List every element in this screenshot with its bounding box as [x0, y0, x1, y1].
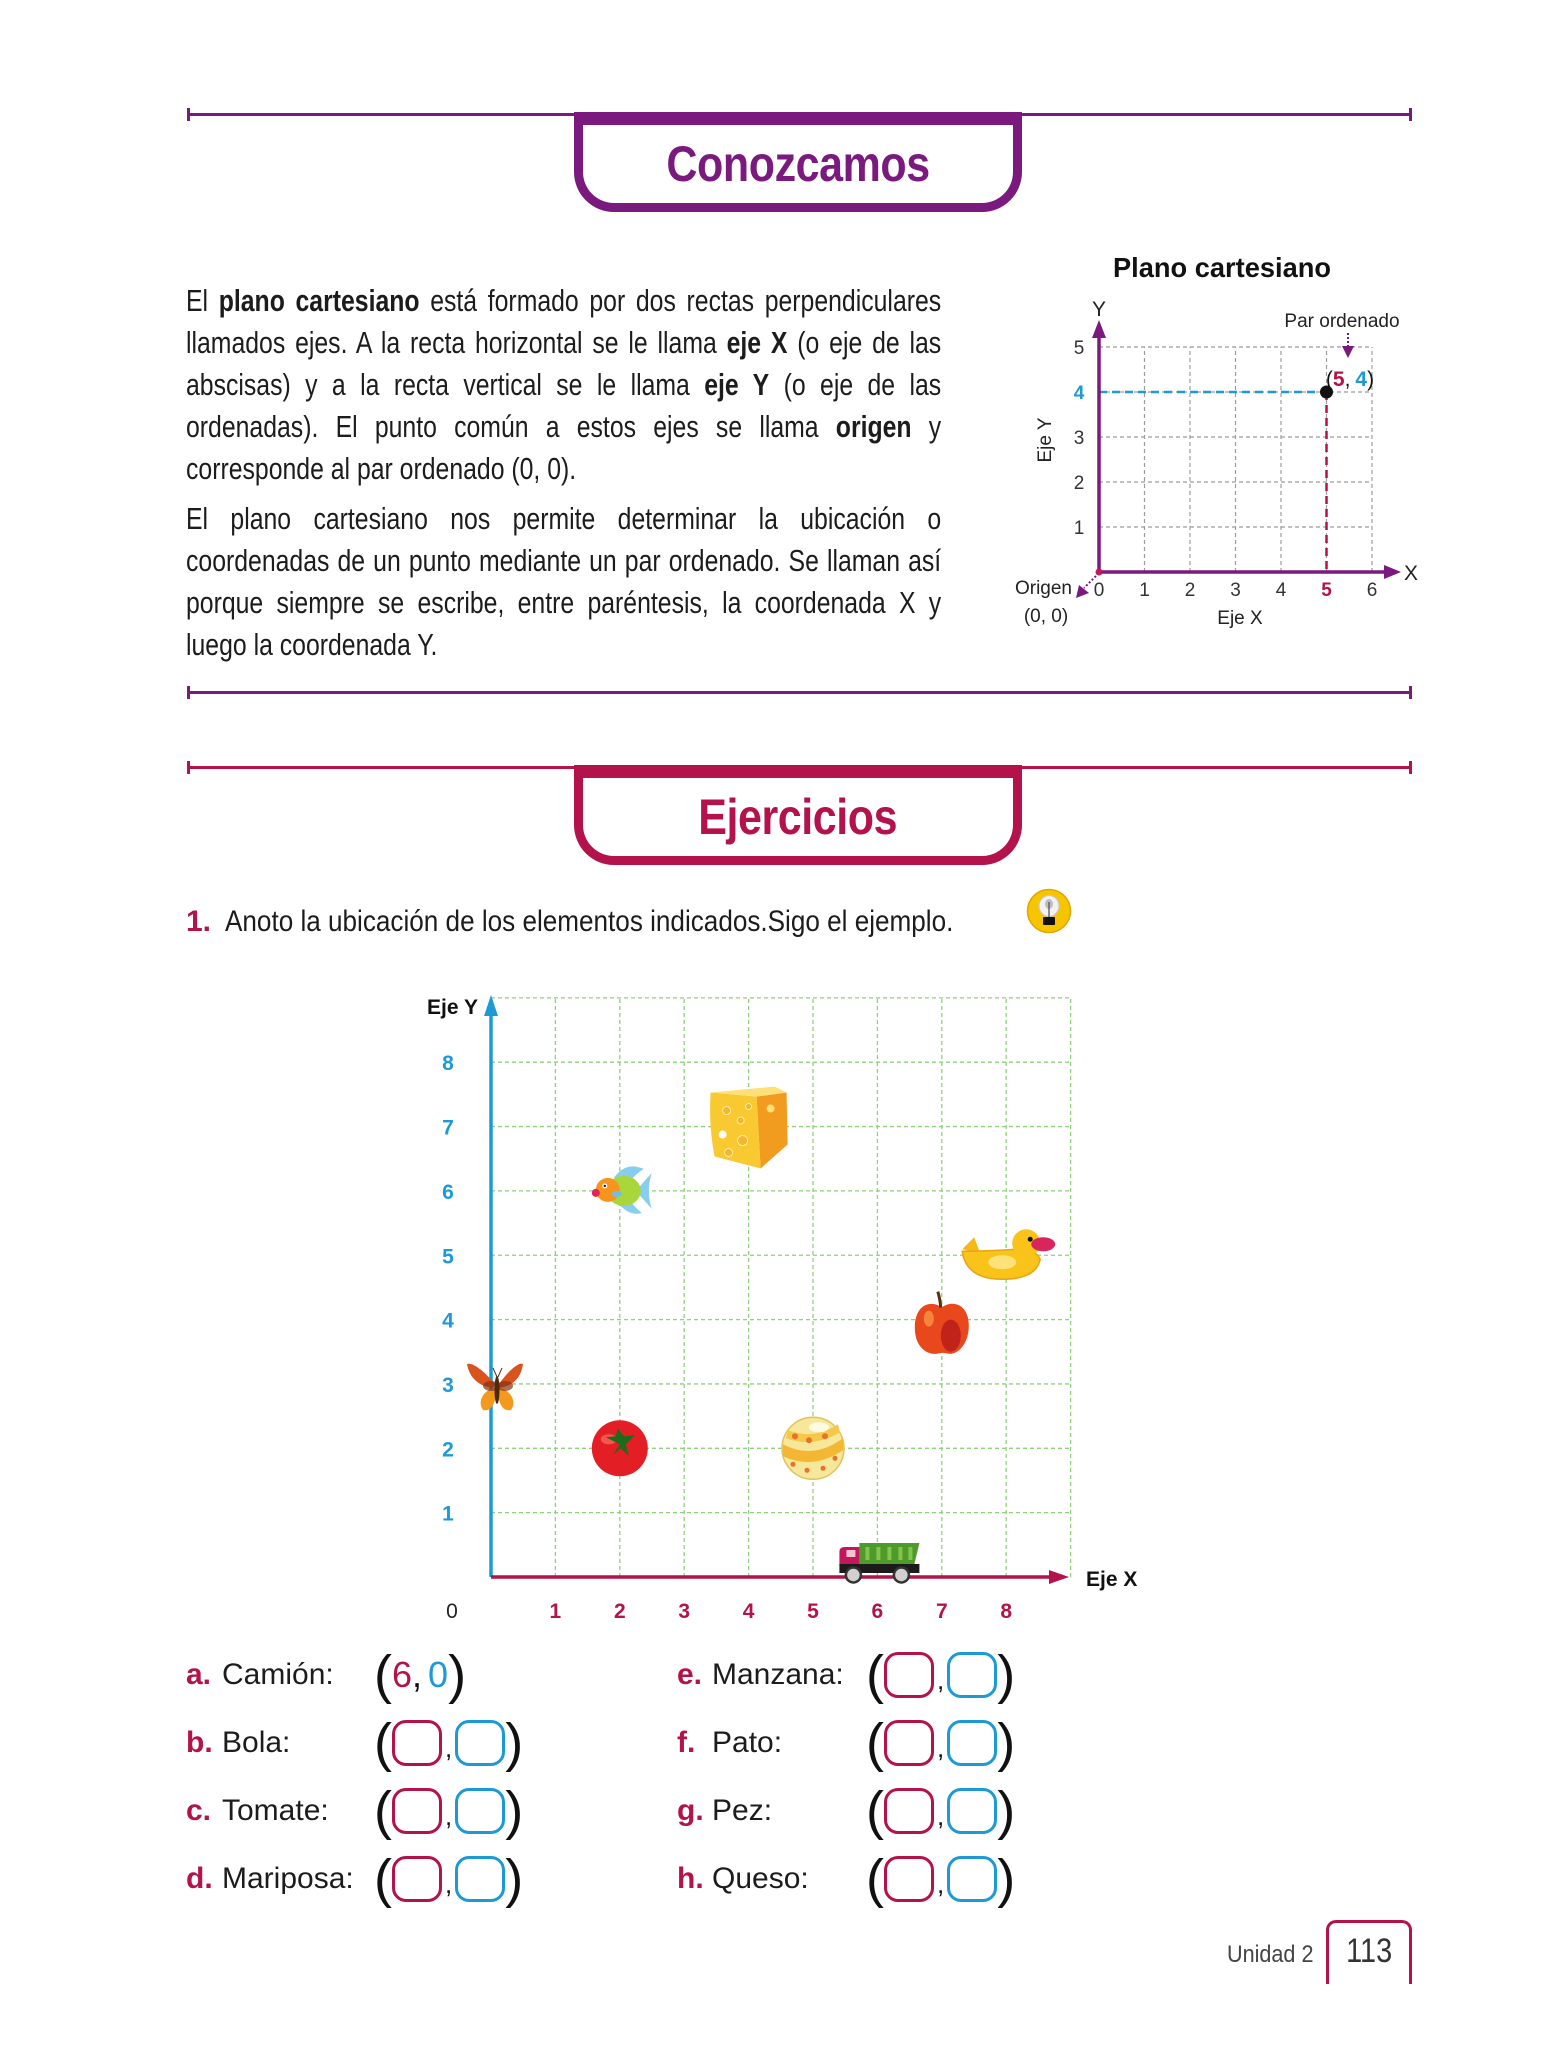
text-run: y corresponde al par ordenado (0, 0).	[186, 409, 942, 486]
answer-comma: ,	[412, 1654, 423, 1695]
answer-x-input[interactable]	[884, 1788, 934, 1834]
y-axis-arrow-icon	[484, 995, 498, 1016]
unit-label: Unidad 2	[1227, 1941, 1314, 1968]
ordered-pair-caption: Par ordenado	[1284, 311, 1400, 332]
answer-pair	[866, 1713, 1015, 1773]
lightbulb-icon	[1026, 888, 1072, 934]
term-plano-cartesiano: plano cartesiano	[218, 283, 420, 318]
pair-comma: ,	[1344, 368, 1351, 391]
y-tick-label: 5	[442, 1245, 454, 1269]
answer-pair	[374, 1849, 523, 1909]
section-tab-ejercicios	[574, 765, 1022, 865]
paren-open: (	[866, 1781, 884, 1841]
y-tick-label: 8	[442, 1052, 454, 1076]
paren-open: (	[1325, 368, 1333, 391]
term-eje-y: eje Y	[704, 367, 770, 402]
paren-close: )	[997, 1713, 1016, 1773]
paren-open: (	[374, 1713, 392, 1773]
paren-open: (	[866, 1849, 884, 1909]
answer-x-value: 6	[391, 1654, 413, 1695]
x-tick-label: 5	[807, 1600, 819, 1623]
y-tick-label: 2	[442, 1438, 454, 1462]
origin-label: Origen	[1014, 578, 1072, 599]
x-tick-label: 4	[742, 1600, 755, 1623]
example-answer	[374, 1645, 466, 1705]
ordered-pair-label	[1326, 368, 1374, 391]
answer-row-manzana	[677, 1641, 1015, 1709]
x-tick-label: 1	[1139, 580, 1150, 601]
origin-point	[1096, 569, 1103, 576]
paren-close: )	[997, 1645, 1016, 1705]
answer-comma: ,	[936, 1732, 945, 1763]
y-tick-label: 2	[1073, 473, 1085, 494]
y-axis-label: Eje Y	[1035, 417, 1056, 463]
answer-x-input[interactable]	[884, 1652, 934, 1698]
x-tick-label: 1	[549, 1600, 562, 1623]
answer-row-mariposa	[186, 1845, 523, 1913]
item-name: Pato:	[712, 1726, 783, 1759]
intro-paragraph-1	[186, 280, 941, 490]
answer-x-input[interactable]	[392, 1788, 442, 1834]
answer-x-input[interactable]	[392, 1856, 442, 1902]
x-tick-label: 3	[678, 1600, 691, 1623]
paren-close: )	[997, 1781, 1016, 1841]
paren-open: (	[866, 1713, 884, 1773]
item-name: Mariposa:	[222, 1862, 354, 1895]
answers-right-column	[677, 1641, 1015, 1913]
x-tick-label: 3	[1230, 580, 1241, 601]
intro-paragraph-2: El plano cartesiano nos permite determinar la ubicación o coordenadas de un punto mediante un par ordenado. Se llaman así porque siempre se escribe, entre paréntesis, la coordenada X y luego la coordenada Y.	[186, 501, 942, 662]
y-tick-label: 5	[1073, 338, 1085, 359]
y-axis-label: Eje Y	[427, 996, 478, 1019]
pair-y-value: 4	[1355, 368, 1368, 391]
answer-row-pato	[677, 1709, 1015, 1777]
diagram-title: Plano cartesiano	[1113, 252, 1331, 283]
x-tick-label: 2	[1184, 580, 1196, 601]
pair-x-value: 5	[1332, 368, 1345, 391]
item-letter: e.	[677, 1658, 703, 1691]
y-axis-name: Y	[1091, 298, 1107, 321]
item-letter: f.	[677, 1726, 696, 1759]
paren-close: )	[1367, 368, 1375, 391]
answer-comma: ,	[936, 1664, 945, 1695]
item-letter: g.	[677, 1794, 704, 1827]
section-title: Conozcamos	[666, 136, 930, 192]
item-name: Queso:	[712, 1862, 809, 1895]
y-tick-label: 1	[1073, 518, 1085, 539]
item-name: Manzana:	[712, 1658, 844, 1691]
paren-open: (	[866, 1645, 884, 1705]
origin-tick-label: 0	[446, 1600, 458, 1623]
origin-arrow-icon	[1076, 585, 1089, 598]
x-axis-label: Eje X	[1217, 608, 1263, 629]
ball-icon	[782, 1417, 844, 1479]
page-number: 113	[1345, 1932, 1393, 1970]
item-name: Camión:	[222, 1658, 334, 1691]
paren-close: )	[997, 1849, 1016, 1909]
answer-row-tomate	[186, 1777, 523, 1845]
cartesian-plane-diagram	[1000, 240, 1430, 640]
answer-comma: ,	[444, 1800, 453, 1831]
y-tick-label: 4	[442, 1309, 454, 1333]
origin-coordinates: (0, 0)	[1023, 606, 1069, 627]
plane-grid	[491, 998, 1071, 1577]
item-name: Bola:	[222, 1726, 291, 1759]
x-tick-label: 6	[1366, 580, 1378, 601]
answer-row-pez	[677, 1777, 1015, 1845]
section-tab-conozcamos	[574, 112, 1022, 212]
text-run: (o eje de las abscisas) y a la recta vertical se le llama	[186, 325, 942, 402]
answer-row-queso	[677, 1845, 1015, 1913]
pair-arrow-icon	[1342, 346, 1354, 358]
answer-y-input[interactable]	[455, 1720, 505, 1766]
paren-open: (	[374, 1781, 392, 1841]
item-letter: d.	[186, 1862, 213, 1895]
item-letter: a.	[186, 1658, 212, 1691]
exercise-cartesian-plane	[400, 980, 1160, 1640]
paren-close: )	[505, 1849, 524, 1909]
x-axis-arrow-icon	[1049, 1570, 1069, 1584]
text-run: está formado por dos rectas perpendiculares llamados ejes. A la recta horizontal se le llama	[186, 283, 942, 360]
butterfly-icon	[467, 1364, 523, 1411]
paren-open: (	[374, 1645, 392, 1705]
x-tick-label: 4	[1275, 580, 1287, 601]
item-name: Pez:	[712, 1794, 773, 1827]
paren-open: (	[374, 1849, 392, 1909]
cheese-icon	[710, 1087, 788, 1169]
answers-left-column	[186, 1641, 523, 1913]
exercise-number: 1.	[186, 905, 212, 938]
section-rule-bottom	[187, 691, 1412, 694]
answer-y-input[interactable]	[947, 1788, 997, 1834]
y-tick-label: 3	[442, 1373, 454, 1397]
answer-row-camion	[186, 1641, 523, 1709]
x-tick-label: 2	[613, 1600, 626, 1623]
exercise-instruction: Anoto la ubicación de los elementos indicados.Sigo el ejemplo.	[225, 905, 954, 938]
section-title: Ejercicios	[698, 789, 898, 845]
answer-comma: ,	[444, 1732, 453, 1763]
item-letter: c.	[186, 1794, 212, 1827]
answer-pair	[866, 1781, 1015, 1841]
answer-row-bola	[186, 1709, 523, 1777]
x-axis-arrow-icon	[1384, 565, 1401, 579]
page-number-tab	[1326, 1920, 1412, 1984]
answer-x-input[interactable]	[392, 1720, 442, 1766]
answer-pair	[374, 1781, 523, 1841]
x-tick-label: 7	[935, 1600, 948, 1623]
answer-comma: ,	[936, 1868, 945, 1899]
text-run: El	[186, 283, 219, 318]
answer-y-input[interactable]	[455, 1788, 505, 1834]
text-run: (o eje de las ordenadas). El punto común a estos ejes se llama	[186, 367, 942, 444]
x-axis-label: Eje X	[1086, 1568, 1138, 1591]
answer-pair	[866, 1645, 1015, 1705]
y-tick-label: 4	[1073, 383, 1085, 404]
duck-icon	[962, 1229, 1055, 1279]
answer-y-value: 0	[428, 1654, 449, 1695]
answer-y-input[interactable]	[455, 1856, 505, 1902]
diagram-guides	[1099, 386, 1333, 573]
item-letter: b.	[186, 1726, 213, 1759]
answer-pair	[866, 1849, 1015, 1909]
y-tick-label: 1	[442, 1502, 454, 1526]
term-eje-x: eje X	[726, 325, 788, 360]
x-tick-label: 8	[1000, 1600, 1013, 1623]
y-tick-label: 6	[442, 1180, 454, 1204]
item-name: Tomate:	[222, 1794, 329, 1827]
y-axis-arrow-icon	[1092, 320, 1106, 338]
x-tick-label: 5	[1321, 580, 1332, 601]
paren-close: )	[505, 1781, 524, 1841]
item-letter: h.	[677, 1862, 704, 1895]
answer-comma: ,	[936, 1800, 945, 1831]
x-tick-label: 0	[1093, 580, 1105, 601]
y-tick-label: 3	[1073, 428, 1085, 449]
answer-x-input[interactable]	[884, 1856, 934, 1902]
answer-y-input[interactable]	[947, 1652, 997, 1698]
term-origen: origen	[835, 409, 912, 444]
answer-y-input[interactable]	[947, 1720, 997, 1766]
paren-close: )	[448, 1645, 467, 1705]
x-axis-name: X	[1404, 562, 1419, 585]
answer-x-input[interactable]	[884, 1720, 934, 1766]
answer-y-input[interactable]	[947, 1856, 997, 1902]
answer-pair	[374, 1713, 523, 1773]
answer-comma: ,	[444, 1868, 453, 1899]
intro-text	[186, 280, 941, 666]
x-tick-label: 6	[871, 1600, 884, 1623]
fish-icon	[592, 1166, 652, 1213]
y-tick-label: 7	[442, 1116, 454, 1140]
tomato-icon	[592, 1420, 648, 1476]
paren-close: )	[505, 1713, 524, 1773]
